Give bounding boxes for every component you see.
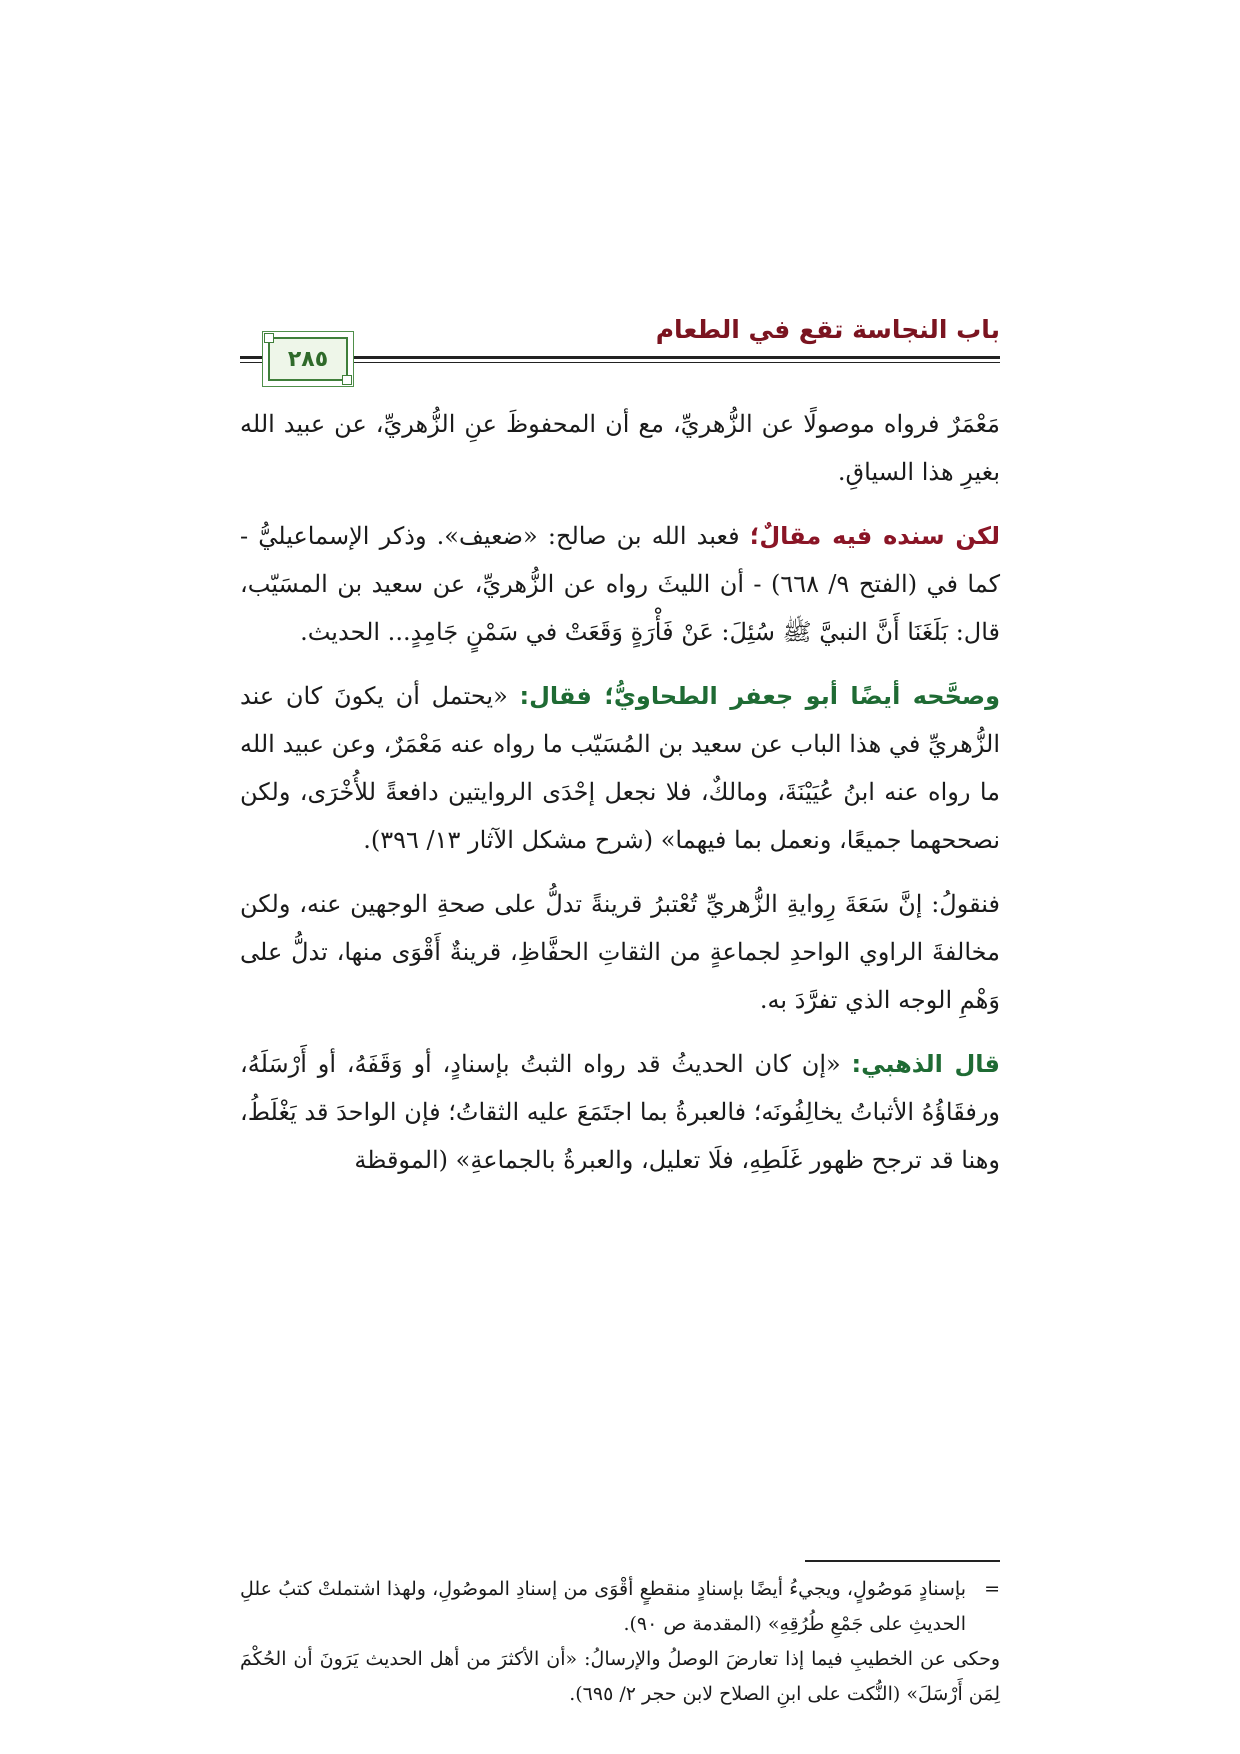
paragraph-4: فنقولُ: إنَّ سَعَةَ رِوايةِ الزُّهريِّ تُعْتبرُ قرينةً تدلُّ على صحةِ الوجهين عنه، ولكن مخالفةَ الراوي الواحدِ لجماعةٍ من الثقاتِ الحفَّاظِ، قرينةٌ أَقْوَى منها، تدلُّ على وَهْمِ الوجه الذي تفرَّدَ به.: [240, 890, 1000, 1014]
chapter-title: باب النجاسة تقع في الطعام: [655, 315, 1000, 344]
paragraph-2-text: فعبد الله بن صالح: «ضعيف». وذكر الإسماعيليُّ - كما في (الفتح ٩/ ٦٦٨) - أن الليثَ رواه عن الزُّهريِّ، عن سعيد بن المسَيّب، قال: بَلَغَنَا أَنَّ النبيَّ ﷺ سُئِلَ: عَنْ فَأْرَةٍ وَقَعَتْ في سَمْنٍ جَامِدٍ... الحديث.: [240, 522, 1000, 646]
paragraph-5: [240, 1040, 1000, 1184]
paragraph-2-lead: لكن سنده فيه مقالٌ؛: [749, 522, 1000, 550]
paragraph-5-text: «إن كان الحديثُ قد رواه الثبتُ بإسنادٍ، أو وَقَفَهُ، أو أَرْسَلَهُ، ورفقَاؤُهُ الأثباتُ يخالِفُونَه؛ فالعبرةُ بما اجتَمَعَ عليه الثقاتُ؛ فإن الواحدَ قد يَغْلَطُ، وهنا قد ترجح ظهور غَلَطِهِ، فلَا تعليل، والعبرةُ بالجماعةِ» (الموقظة: [240, 1050, 1000, 1174]
paragraph-3-lead: وصحَّحه أيضًا أبو جعفر الطحاويُّ؛ فقال:: [519, 682, 1000, 710]
paragraph-5-lead: قال الذهبي:: [851, 1050, 1000, 1078]
footnote-continued: [240, 1572, 1000, 1642]
header-rule-thin: [240, 362, 1000, 363]
footnote-continued-text: بإسنادٍ مَوصُولٍ، ويجيءُ أيضًا بإسنادٍ منقطعٍ أقْوَى من إسنادِ الموصُولِ، ولهذا اشتملتْ كتبُ عللِ الحديثِ على جَمْعِ طُرُقِهِ» (المقدمة ص ٩٠).: [240, 1578, 966, 1635]
footnote-separator: [805, 1560, 1000, 1562]
paragraph-3-text: «يحتمل أن يكونَ كان عند الزُّهريِّ في هذا الباب عن سعيد بن المُسَيّب ما رواه عنه مَعْمَرٌ، وعن عبيد الله ما رواه عنه ابنُ عُيَيْنَةَ، ومالكٌ، فلا نجعل إحْدَى الروايتين دافعةً للأُخْرَى، ولكن نصححهما جميعًا، ونعمل بما فيهما» (شرح مشكل الآثار ١٣/ ٣٩٦).: [240, 682, 1000, 854]
paragraph-2: [240, 512, 1000, 656]
footnote-continuation-mark: =: [984, 1578, 1000, 1600]
paragraph-1: مَعْمَرٌ فرواه موصولًا عن الزُّهريِّ، مع أن المحفوظَ عنِ الزُّهريِّ، عن عبيد الله بغيرِ هذا السياقِ.: [240, 410, 1000, 486]
page-number-badge: [262, 331, 354, 387]
footnotes: [240, 1572, 1000, 1712]
main-text: [240, 400, 1000, 1200]
paragraph-3: [240, 672, 1000, 864]
page-number: ٢٨٥: [287, 346, 329, 372]
ornament-frame-icon: [268, 337, 348, 381]
header-rule: [240, 356, 1000, 359]
footnote-next: وحكى عن الخطيبِ فيما إذا تعارضَ الوصلُ والإرسالُ: «أن الأكثرَ من أهل الحديث يَرَونَ أن الحُكْمَ لِمَن أَرْسَلَ» (النُّكت على ابنِ الصلاح لابن حجر ٢/ ٦٩٥).: [240, 1648, 1000, 1705]
